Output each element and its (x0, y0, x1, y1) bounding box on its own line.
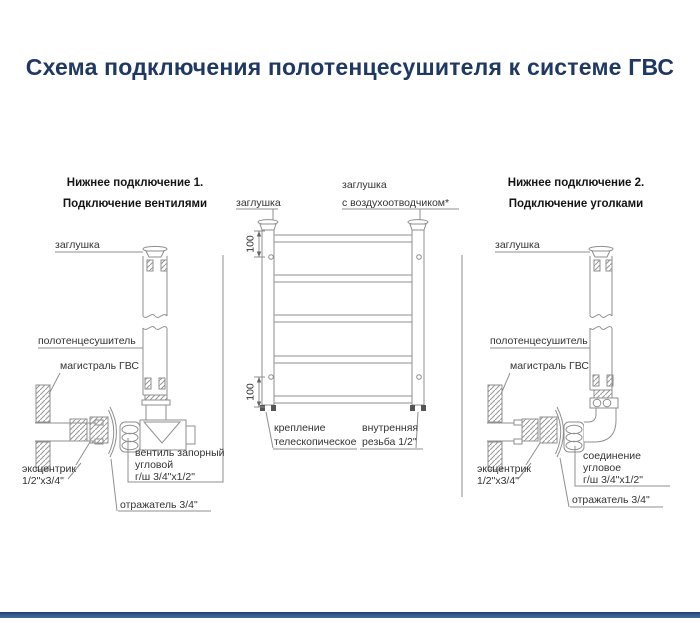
thread-label-line1: внутренняя (362, 422, 419, 434)
eccentric-label-line2: 1/2"x3/4" (22, 475, 64, 487)
right-heading-line1: Нижнее подключение 2. (507, 177, 645, 189)
angle-valve (120, 391, 195, 452)
reflector-label: отражатель 3/4" (120, 499, 198, 511)
cap-label: заглушка (55, 239, 100, 251)
towel-rail-front-view (230, 175, 470, 470)
dimension-bottom-value: 100 (244, 383, 257, 401)
valve-label-line2: угловой (135, 459, 174, 471)
cap-left-label: заглушка (236, 197, 281, 209)
towel-rail-pipe (143, 246, 167, 395)
corner-connection (564, 390, 618, 452)
reflector-rosette (109, 407, 117, 457)
right-section-heading (476, 177, 676, 211)
footer-bar (0, 612, 700, 618)
cap-label: заглушка (495, 239, 540, 251)
bracket-label-line2: телескопическое (274, 436, 357, 448)
mount-point (269, 375, 274, 380)
reflector-label: отражатель 3/4" (572, 494, 650, 506)
mount-point (417, 375, 422, 380)
thread-label-line2: резьба 1/2" (362, 436, 417, 448)
left-heading-line1: Нижнее подключение 1. (66, 177, 204, 189)
valve-label-line3: г/ш 3/4"x1/2" (135, 471, 195, 483)
towel-rail-pipe (589, 246, 613, 390)
dimension-top-value: 100 (244, 235, 257, 253)
mount-point (269, 255, 274, 260)
top-leader-lines (236, 209, 459, 220)
eccentric-fitting (522, 417, 557, 443)
supply-pipe (487, 420, 522, 444)
page-title: Схема подключения полотенцесушителя к системе ГВС (25, 54, 675, 80)
corner-label-line1: соединение (583, 450, 641, 462)
towel-rail-label: полотенцесушитель (490, 335, 588, 347)
left-heading-line2: Подключение вентилями (62, 198, 208, 210)
hws-main-label: магистраль ГВС (60, 360, 139, 372)
cap-right-label-line2: с воздухоотводчиком* (342, 197, 450, 209)
cap-right-label-line1: заглушка (342, 179, 387, 191)
valve-label-line1: вентиль запорный (135, 447, 225, 459)
towel-rail-label: полотенцесушитель (38, 335, 136, 347)
corner-label-line3: г/ш 3/4"x1/2" (583, 474, 643, 486)
eccentric-label-line1: эксцентрик (22, 463, 76, 475)
bracket-label-line1: крепление (274, 422, 326, 434)
left-section-heading (35, 177, 235, 211)
right-heading-line2: Подключение уголками (508, 198, 644, 210)
rail-rungs (270, 235, 416, 403)
left-connection-diagram (10, 230, 230, 522)
mount-point (417, 255, 422, 260)
right-connection-diagram (460, 230, 700, 522)
corner-label-line2: угловое (583, 462, 622, 474)
hws-main-label: магистраль ГВС (510, 360, 589, 372)
eccentric-label-line1: эксцентрик (477, 463, 531, 475)
eccentric-label-line2: 1/2"x3/4" (477, 475, 519, 487)
